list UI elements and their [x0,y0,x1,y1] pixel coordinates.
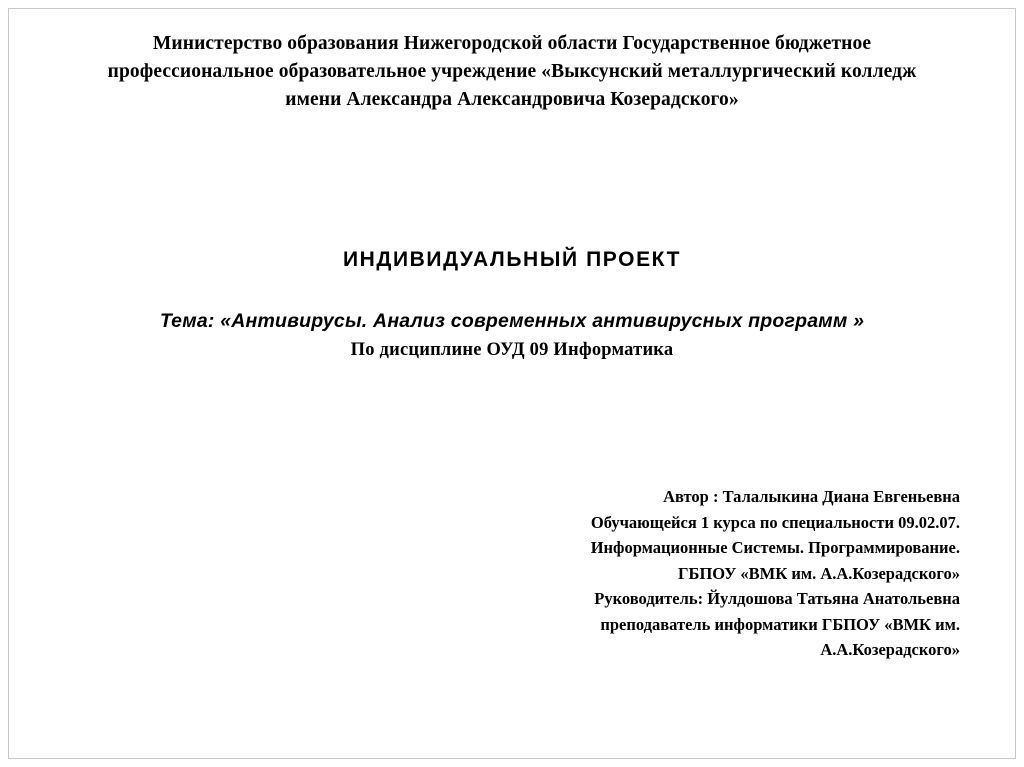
author-line-4: ГБПОУ «ВМК им. А.А.Козерадского» [678,563,960,583]
page-title: ИНДИВИДУАЛЬНЫЙ ПРОЕКТ [342,248,682,271]
author-line-2: Обучающейся 1 курса по специальности 09.02.07. [590,512,960,532]
supervisor-line-3: А.А.Козерадского» [820,640,960,659]
institution-header-line-2: профессиональное образовательное учреждение «Выксунский металлургический колледж [107,61,917,82]
supervisor-line-2: преподаватель информатики ГБПОУ «ВМК им. [600,614,960,634]
author-line-3: Информационные Системы. Программирование. [590,538,960,557]
project-theme: Тема: «Антивирусы. Анализ современных антивирусных программ » [159,310,865,332]
title-section [60,248,964,361]
institution-header-line-3: имени Александра Александровича Козерадского» [285,89,739,110]
project-discipline: По дисциплине ОУД 09 Информатика [350,340,674,360]
supervisor-line-1: Руководитель: Йулдошова Татьяна Анатольевна [594,589,960,608]
institution-header [60,30,964,114]
author-section [340,484,960,663]
institution-header-line-1: Министерство образования Нижегородской области Государственное бюджетное [152,33,872,54]
author-line-1: Автор : Талалыкина Диана Евгеньевна [663,487,960,506]
